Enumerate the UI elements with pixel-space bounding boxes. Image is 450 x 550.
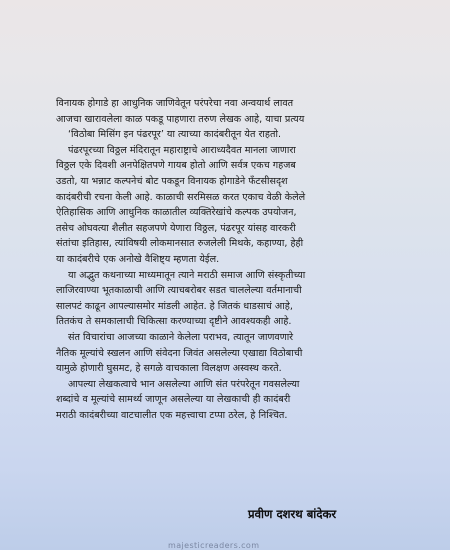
paragraph-2	[56, 143, 388, 268]
paragraph-line: लाजिरवाण्या भूतकाळाची आणि त्याचबरोबर सडत चाललेल्या वर्तमानाची	[56, 285, 302, 297]
paragraph-line: ‘विठोबा मिसिंग इन पंढरपूर’ या त्याच्या कादंबरीतून येत राहतो.	[68, 129, 282, 141]
paragraph-line: संतांचा इतिहास, त्यांविषयी लोकमानसात रुजलेली मिथके, कहाण्या, हेही	[56, 238, 304, 250]
paragraph-line: या अद्भुत कथनाच्या माध्यमातून त्याने मराठी समाज आणि संस्कृतीच्या	[68, 269, 306, 281]
back-cover-blurb	[56, 96, 388, 423]
paragraph-line: तितकंच ते समकालाची चिकित्सा करण्याच्या दृष्टीने आवश्यकही आहे.	[56, 316, 292, 328]
paragraph-4	[56, 330, 388, 377]
footer-url: majesticreaders.com	[168, 541, 260, 550]
paragraph-line: कादंबरीची रचना केली आहे. काळाची सरमिसळ करत एकाच वेळी केलेले	[56, 191, 306, 203]
paragraph-line: शब्दांचे व मूल्यांचे सामर्थ्य जाणून असलेल्या या लेखकाची ही कादंबरी	[56, 394, 291, 406]
paragraph-line: सालपटं काढून आपल्यासमोर मांडली आहेत. हे जितकं धाडसाचं आहे,	[56, 300, 293, 312]
paragraph-line: मराठी कादंबरीच्या वाटचालीत एक महत्त्वाचा टप्पा ठरेल, हे निश्चित.	[56, 409, 288, 421]
author-signature: प्रवीण दशरथ बांदेकर	[248, 507, 337, 521]
paragraph-line: पंढरपूरच्या विठ्ठल मंदिरातून महाराष्ट्राचे आराध्यदैवत मानला जाणारा	[68, 144, 296, 156]
paragraph-line: आजचा खारावलेला काळ पकडू पाहणारा तरुण लेखक आहे, याचा प्रत्यय	[56, 113, 305, 125]
paragraph-line: विठ्ठल एके दिवशी अनपेक्षितपणे गायब होतो आणि सर्वत्र एकच गहजब	[56, 160, 296, 172]
paragraph-line: नैतिक मूल्यांचे स्खलन आणि संवेदना जिवंत असलेल्या एखाद्या विठोबाची	[56, 347, 303, 359]
paragraph-line: या कादंबरीचे एक अनोखे वैशिष्ट्य म्हणता येईल.	[56, 253, 220, 265]
paragraph-5	[56, 377, 388, 424]
paragraph-line: ऐतिहासिक आणि आधुनिक काळातील व्यक्तिरेखांचे कल्पक उपयोजन,	[56, 207, 297, 219]
paragraph-line: संत विचारांचा आजच्या काळाने केलेला पराभव, त्यातून जाणवणारे	[68, 331, 294, 343]
paragraph-line: विनायक होगाडे हा आधुनिक जाणिवेतून परंपरेचा नवा अन्वयार्थ लावत	[56, 98, 294, 109]
paragraph-line: आपल्या लेखकत्वाचे भान असलेल्या आणि संत परंपरेतून गवसलेल्या	[68, 378, 300, 390]
paragraph-line: यामुळे होणारी घुसमट, हे सगळे वाचकाला विलक्षण अस्वस्थ करते.	[56, 363, 282, 375]
paragraph-line: तसेच ओघवत्या शैलीत सहजपणे येणारा विठ्ठल, पंढरपूर यांसह वारकरी	[56, 222, 296, 234]
paragraph-1	[56, 96, 388, 143]
paragraph-3	[56, 268, 388, 330]
paragraph-line: उडतो, या भन्नाट कल्पनेचं बोट पकडून विनायक होगाडेने फँटसीसदृश	[56, 175, 288, 187]
